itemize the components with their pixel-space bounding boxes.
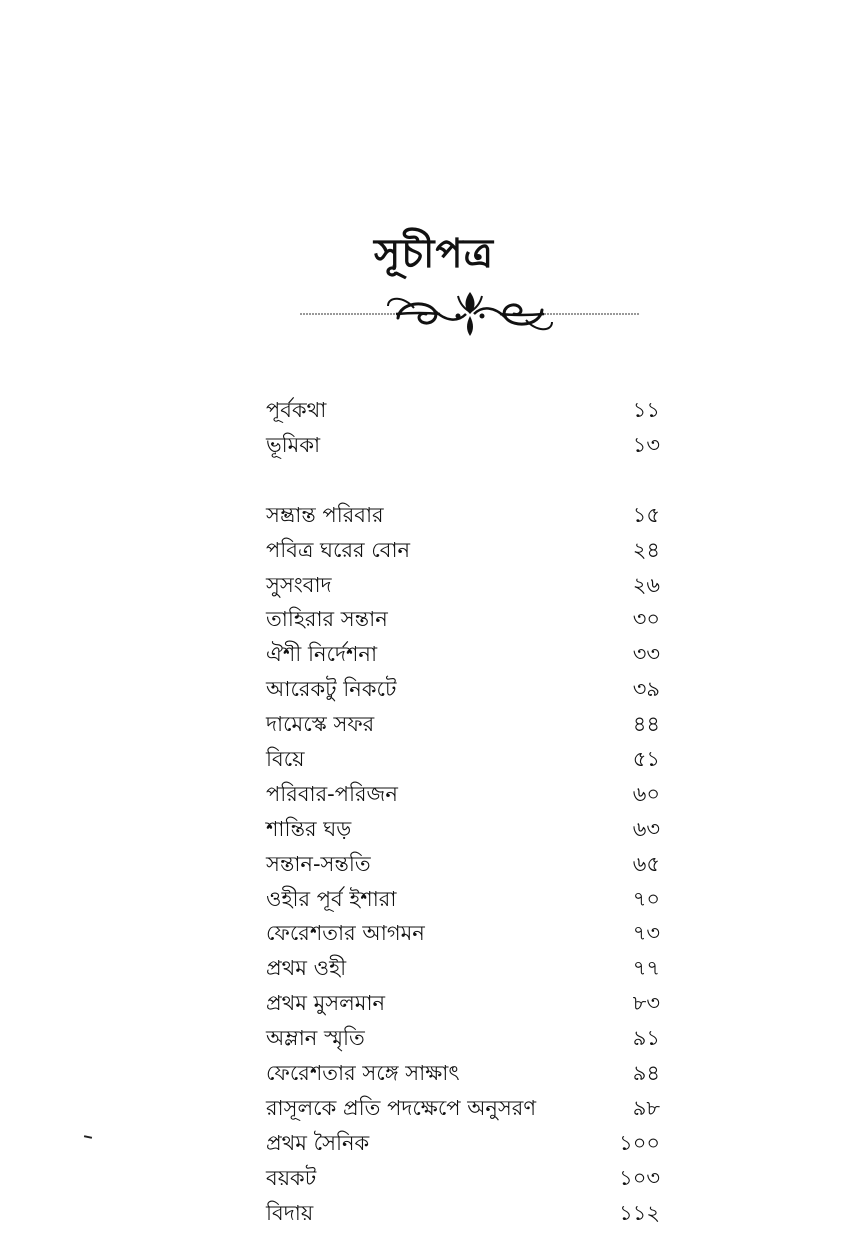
toc-entry[interactable] (266, 847, 660, 882)
toc-entry-page: ৮৩ (632, 991, 660, 1016)
toc-entry-label: পবিত্র ঘরের বোন (266, 537, 411, 562)
toc-entry-page: ৯১ (632, 1026, 660, 1051)
toc-entry-label: শান্তির ঘড় (266, 816, 352, 841)
decorative-flourish-icon (300, 288, 640, 340)
toc-entry[interactable] (266, 428, 660, 463)
toc-entry-page: ১৫ (632, 502, 660, 527)
toc-entry-label: ফেরেশতার আগমন (266, 921, 425, 946)
toc-entry-label: তাহিরার সন্তান (266, 607, 388, 632)
toc-entry[interactable] (266, 986, 660, 1021)
toc-entry-page: ৭৭ (632, 956, 660, 981)
toc-group-front-matter (266, 393, 660, 463)
toc-entry[interactable] (266, 568, 660, 603)
toc-entry-page: ১০৩ (619, 1165, 660, 1190)
toc-entry-page: ৩৩ (632, 642, 660, 667)
toc-entry-label: অম্লান স্মৃতি (266, 1026, 365, 1051)
toc-entry-page: ১০০ (619, 1130, 660, 1155)
toc-entry-label: সম্ভ্রান্ত পরিবার (266, 502, 384, 527)
toc-entry-label: দামেস্কে সফর (266, 712, 375, 737)
toc-entry-label: বিয়ে (266, 747, 305, 772)
toc-entry[interactable] (266, 951, 660, 986)
toc-entry[interactable] (266, 777, 660, 812)
scan-speck (84, 1135, 92, 1139)
toc-entry-label: প্রথম সৈনিক (266, 1130, 370, 1155)
toc-entry-label: ওহীর পূর্ব ইশারা (266, 886, 397, 911)
toc-entry-page: ৭৩ (632, 921, 660, 946)
toc-entry-page: ৪৪ (632, 712, 660, 737)
toc-entry-page: ৬৫ (632, 851, 660, 876)
toc-entry-page: ৯৪ (632, 1061, 660, 1086)
toc-entry-page: ৩৯ (632, 677, 660, 702)
toc-entry-label: প্রথম ওহী (266, 956, 347, 981)
toc-entry-label: সন্তান-সন্ততি (266, 851, 371, 876)
page-title: সূচীপত্র (374, 231, 494, 277)
toc-entry[interactable] (266, 812, 660, 847)
toc-entry-page: ৭০ (632, 886, 660, 911)
toc-entry[interactable] (266, 637, 660, 672)
toc-entry-page: ৫১ (632, 747, 660, 772)
toc-group-chapters (266, 498, 660, 1231)
toc-entry-label: সুসংবাদ (266, 572, 332, 597)
toc-entry-label: পরিবার-পরিজন (266, 781, 398, 806)
toc-entry-label: পূর্বকথা (266, 398, 327, 422)
toc-entry-label: রাসূলকে প্রতি পদক্ষেপে অনুসরণ (266, 1095, 537, 1120)
toc-entry-page: ৬৩ (632, 816, 660, 841)
toc-entry[interactable] (266, 742, 660, 777)
toc-entry-page: ৩০ (632, 607, 660, 632)
toc-entry-label: ফেরেশতার সঙ্গে সাক্ষাৎ (266, 1061, 460, 1086)
toc-entry-page: ২৪ (632, 537, 660, 562)
toc-entry[interactable] (266, 1196, 660, 1231)
toc-entry[interactable] (266, 1056, 660, 1091)
toc-entry-page: ২৬ (632, 572, 660, 597)
toc-entry[interactable] (266, 882, 660, 917)
toc-entry-page: ৬০ (632, 781, 660, 806)
toc-entry[interactable] (266, 393, 660, 428)
toc-entry[interactable] (266, 1126, 660, 1161)
table-of-contents (266, 393, 660, 1230)
toc-entry-page: ১১ (632, 398, 660, 422)
toc-entry-label: আরেকটু নিকটে (266, 677, 397, 702)
toc-entry-page: ১৩ (632, 432, 660, 457)
toc-entry-label: প্রথম মুসলমান (266, 991, 386, 1016)
toc-entry-label: ঐশী নির্দেশনা (266, 642, 378, 667)
toc-entry[interactable] (266, 498, 660, 533)
toc-entry-label: বিদায় (266, 1200, 314, 1225)
toc-entry-page: ১১২ (619, 1200, 660, 1225)
toc-entry[interactable] (266, 1091, 660, 1126)
toc-entry[interactable] (266, 707, 660, 742)
toc-entry[interactable] (266, 533, 660, 568)
toc-entry[interactable] (266, 1021, 660, 1056)
toc-entry-page: ৯৮ (632, 1095, 660, 1120)
toc-entry-label: ভূমিকা (266, 432, 321, 457)
toc-entry[interactable] (266, 602, 660, 637)
toc-entry-label: বয়কট (266, 1165, 317, 1190)
toc-entry[interactable] (266, 916, 660, 951)
toc-entry[interactable] (266, 672, 660, 707)
toc-entry[interactable] (266, 1161, 660, 1196)
